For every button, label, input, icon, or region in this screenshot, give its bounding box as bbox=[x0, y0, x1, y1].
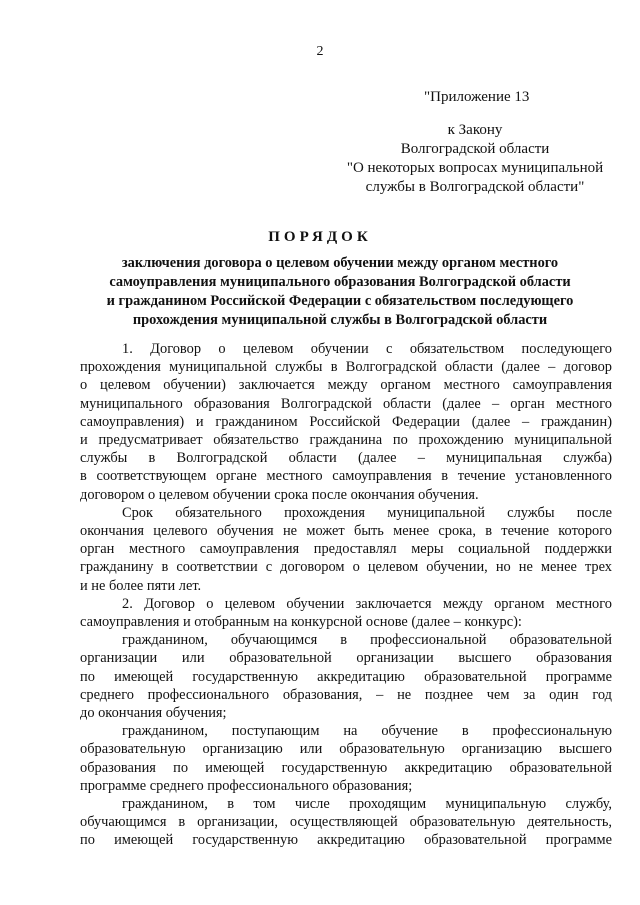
body-line: организации или образовательной организации высшего образования bbox=[80, 650, 612, 667]
body-line: в соответствующем органе местного самоуправления в течение установленного bbox=[80, 468, 612, 485]
body-line: и предусматривает обязательство гражданина по прохождению муниципальной bbox=[80, 432, 612, 449]
body-line: 2. Договор о целевом обучении заключается между органом местного bbox=[122, 595, 612, 612]
body-line: до окончания обучения; bbox=[80, 705, 227, 722]
subheading-line: прохождения муниципальной службы в Волгоградской области bbox=[132, 312, 548, 328]
body-line: обучающимся в организации, осуществляющей образовательную деятельность, bbox=[80, 814, 612, 831]
body-line: гражданином, обучающимся в профессиональной образовательной bbox=[122, 632, 612, 649]
law-reference-line: Волгоградской области bbox=[400, 141, 550, 157]
page-number: 2 bbox=[316, 44, 324, 59]
body-line: образования по имеющей государственную аккредитацию образовательной bbox=[80, 759, 612, 776]
body-line: образовательную организацию или образовательную организацию высшего bbox=[80, 741, 612, 758]
body-line: самоуправления) и гражданином Российской Федерации (далее – гражданин) bbox=[80, 413, 612, 430]
body-line: 1. Договор о целевом обучении с обязательством последующего bbox=[122, 341, 612, 357]
document-subheading bbox=[80, 254, 600, 330]
body-line: самоуправления и отобранным на конкурсной основе (далее – конкурс): bbox=[80, 614, 522, 631]
body-line: среднего профессионального образования, – не позднее чем за один год bbox=[80, 686, 612, 703]
body-line: службы в Волгоградской области (далее – муниципальная служба) bbox=[80, 450, 612, 467]
law-reference-line: службы в Волгоградской области" bbox=[365, 179, 585, 195]
subheading-line: самоуправления муниципального образования Волгоградской области bbox=[109, 274, 571, 290]
law-reference bbox=[330, 121, 620, 197]
body-line: окончания целевого обучения не может быть менее срока, в течение которого bbox=[80, 523, 612, 540]
body-line: Срок обязательного прохождения муниципальной службы после bbox=[122, 504, 612, 521]
appendix-title: "Приложение 13 bbox=[424, 89, 530, 105]
body-line: по имеющей государственную аккредитацию образовательной программе bbox=[80, 832, 612, 849]
subheading-line: заключения договора о целевом обучении между органом местного bbox=[121, 255, 559, 271]
subheading-line: и гражданином Российской Федерации с обязательством последующего bbox=[106, 293, 574, 309]
document-heading: ПОРЯДОК bbox=[268, 229, 372, 245]
body-line: и не более пяти лет. bbox=[80, 577, 202, 594]
body-line: договором о целевом обучении срока после окончания обучения. bbox=[80, 486, 479, 503]
body-line: гражданином, поступающим на обучение в профессиональную bbox=[122, 723, 612, 740]
body-line: гражданину в соответствии с договором о целевом обучении, но не менее трех bbox=[80, 559, 612, 576]
body-line: по имеющей государственную аккредитацию образовательной программе bbox=[80, 668, 612, 685]
body-line: гражданином, в том числе проходящим муниципальную службу, bbox=[122, 796, 612, 813]
body-line: орган местного самоуправления предоставлял меры социальной поддержки bbox=[80, 541, 612, 558]
document-body bbox=[80, 340, 612, 850]
law-reference-line: "О некоторых вопросах муниципальной bbox=[346, 160, 604, 176]
law-reference-line: к Закону bbox=[447, 122, 503, 138]
body-line: программе среднего профессионального образования; bbox=[80, 777, 413, 794]
body-line: о целевом обучении) заключается между органом местного самоуправления bbox=[80, 377, 612, 394]
body-line: прохождения муниципальной службы в Волгоградской области (далее – договор bbox=[80, 359, 612, 376]
body-line: муниципального образования Волгоградской области (далее – орган местного bbox=[80, 395, 612, 412]
